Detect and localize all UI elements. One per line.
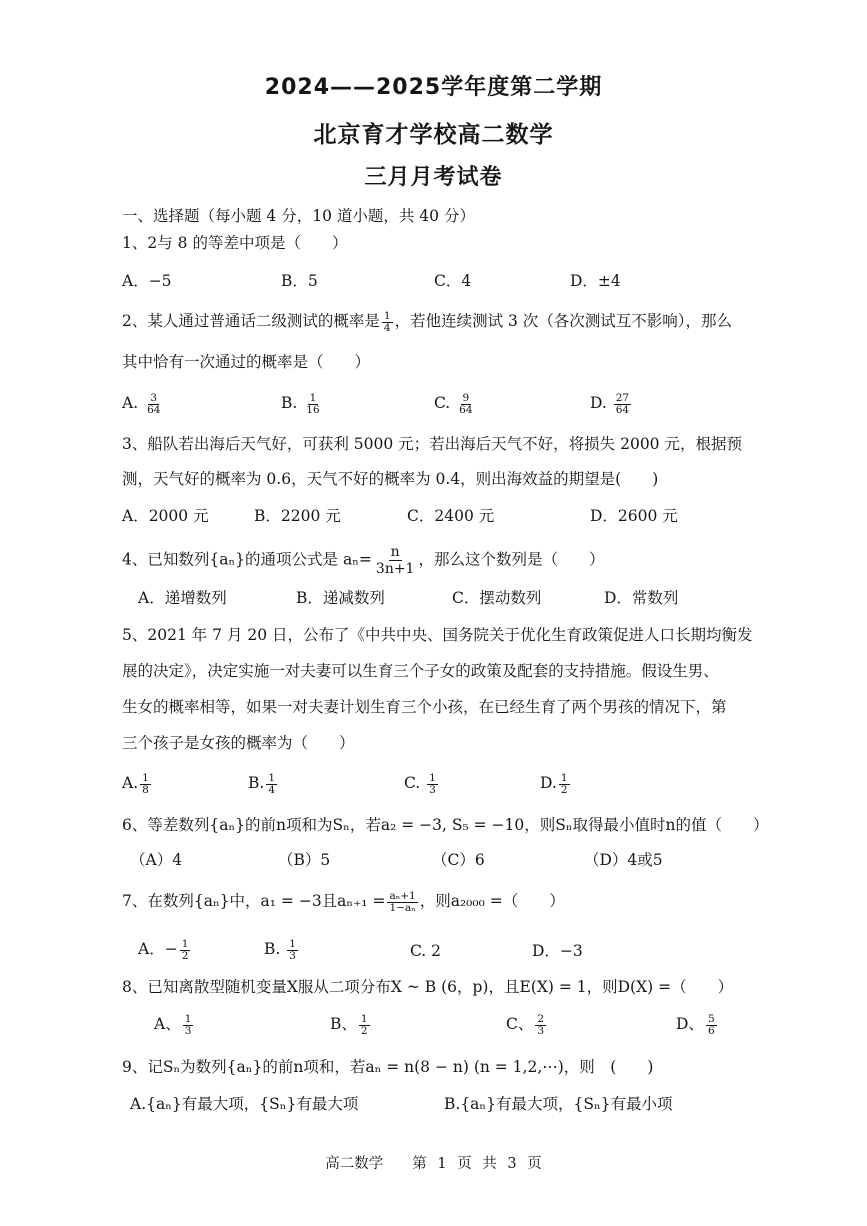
q3-option-d: D．2600 元 bbox=[590, 507, 678, 525]
q8-option-b bbox=[330, 1013, 372, 1037]
q5-stem-line4: 三个孩子是女孩的概率为（ ） bbox=[122, 734, 355, 752]
q4-option-d: D．常数列 bbox=[604, 589, 679, 607]
option-label: C、 bbox=[506, 1015, 534, 1033]
q6-stem: 6、等差数列{aₙ}的前n项和为Sₙ，若a₂ = −3, S₅ = −10，则Sₙ取得最小值时n的值（ ） bbox=[122, 816, 769, 834]
q1-option-a: A．−5 bbox=[122, 272, 172, 290]
fraction-denominator: 4 bbox=[268, 783, 276, 796]
fraction-denominator: 1−aₙ bbox=[389, 901, 416, 914]
option-fraction bbox=[359, 1014, 370, 1037]
fraction-denominator: 3 bbox=[184, 1024, 192, 1037]
option-fraction bbox=[304, 393, 321, 416]
fraction-denominator: 3 bbox=[429, 783, 436, 796]
option-label: C. bbox=[434, 394, 451, 412]
fraction-denominator: 4 bbox=[383, 321, 391, 334]
q7-recurrence-fraction bbox=[387, 891, 417, 914]
q3-stem-line2: 测，天气好的概率为 0.6，天气不好的概率为 0.4，则出海效益的期望是( ) bbox=[122, 470, 659, 488]
fraction-numerator: 1 bbox=[360, 1012, 368, 1025]
option-label: B. bbox=[248, 774, 265, 792]
q7-stem-part-a: 7、在数列{aₙ}中，a₁ = −3且aₙ₊₁ = bbox=[122, 892, 386, 910]
option-fraction bbox=[535, 1014, 546, 1037]
q3-option-c: C．2400 元 bbox=[407, 507, 495, 525]
fraction-numerator: 1 bbox=[560, 771, 568, 784]
q4-stem-part-b: ，那么这个数列是（ ） bbox=[418, 550, 605, 569]
fraction-denominator: 8 bbox=[142, 783, 149, 796]
fraction-numerator: 9 bbox=[462, 391, 470, 404]
q2-option-a bbox=[122, 392, 164, 416]
option-label: A、 bbox=[154, 1015, 181, 1033]
q9-stem: 9、记Sₙ为数列{aₙ}的前n项和，若aₙ = n(8 − n) (n = 1,2,⋯)，则 ( ) bbox=[122, 1058, 654, 1076]
fraction-numerator: n bbox=[390, 544, 400, 560]
q8-option-a bbox=[154, 1013, 195, 1037]
q2-option-d bbox=[590, 392, 633, 416]
fraction-denominator: 3n+1 bbox=[375, 561, 415, 577]
section-heading: 一、选择题（每小题 4 分，10 道小题，共 40 分） bbox=[122, 207, 475, 225]
fraction-numerator: 27 bbox=[615, 391, 630, 404]
option-label: B、 bbox=[330, 1015, 357, 1033]
fraction-denominator: 2 bbox=[560, 783, 568, 796]
fraction-numerator: 1 bbox=[309, 391, 317, 404]
option-fraction bbox=[145, 393, 162, 416]
q3-stem-line1: 3、船队若出海后天气好，可获利 5000 元；若出海后天气不好，将损失 2000 元，根据预 bbox=[122, 435, 742, 453]
option-fraction bbox=[266, 773, 277, 796]
q7-stem-part-b: ，则a₂₀₀₀ =（ ） bbox=[419, 892, 565, 910]
fraction-numerator: 1 bbox=[181, 937, 189, 950]
q3-option-b: B．2200 元 bbox=[254, 507, 341, 525]
q7-option-a bbox=[138, 938, 192, 962]
q5-stem-line1: 5、2021 年 7 月 20 日，公布了《中共中央、国务院关于优化生育政策促进人口长期均衡发 bbox=[122, 626, 753, 644]
fraction-numerator: 1 bbox=[289, 937, 296, 950]
q5-option-b bbox=[248, 772, 279, 796]
q4-option-a: A．递增数列 bbox=[138, 589, 227, 607]
q1-stem: 1、2与 8 的等差中项是（ ） bbox=[122, 234, 348, 252]
fraction-denominator: 64 bbox=[459, 403, 473, 416]
q5-stem-line3: 生女的概率相等，如果一对夫妻计划生育三个小孩，在已经生育了两个男孩的情况下，第 bbox=[122, 698, 727, 716]
option-label: A．− bbox=[138, 940, 178, 958]
q7-stem bbox=[122, 890, 565, 914]
q8-stem: 8、已知离散型随机变量X服从二项分布X ~ B (6，p)，且E(X) = 1，则D(X) =（ ） bbox=[122, 978, 734, 996]
option-fraction bbox=[140, 773, 151, 796]
q4-stem bbox=[122, 544, 604, 577]
q4-stem-part-a: 4、已知数列{aₙ}的通项公式是 aₙ= bbox=[122, 550, 372, 569]
option-label: B. bbox=[264, 940, 281, 958]
option-fraction bbox=[457, 393, 474, 416]
q5-option-c bbox=[404, 772, 440, 796]
option-label: A. bbox=[122, 394, 139, 412]
q5-option-a bbox=[122, 772, 153, 796]
fraction-denominator: 6 bbox=[707, 1024, 715, 1037]
fraction-denominator: 16 bbox=[306, 403, 320, 416]
fraction-numerator: 1 bbox=[184, 1012, 192, 1025]
q7-option-d: D．−3 bbox=[532, 942, 583, 960]
q4-option-c: C．摆动数列 bbox=[452, 589, 542, 607]
fraction-denominator: 3 bbox=[289, 949, 296, 962]
q8-option-d bbox=[676, 1013, 719, 1037]
fraction-numerator: 5 bbox=[707, 1012, 715, 1025]
fraction-denominator: 3 bbox=[537, 1024, 545, 1037]
q6-option-a: （A）4 bbox=[130, 851, 183, 869]
q2-stem-line1 bbox=[122, 310, 732, 334]
q2-option-b bbox=[281, 392, 324, 416]
q3-option-a: A．2000 元 bbox=[122, 507, 209, 525]
q6-option-d: （D）4或5 bbox=[584, 851, 663, 869]
q5-option-d bbox=[540, 772, 572, 796]
q2-probability-fraction bbox=[382, 311, 393, 334]
option-fraction bbox=[614, 393, 631, 416]
q5-stem-line2: 展的决定》，决定实施一对夫妻可以生育三个子女的政策及配套的支持措施。假设生男、 bbox=[122, 662, 719, 680]
option-fraction bbox=[180, 939, 191, 962]
q7-option-c: C. 2 bbox=[410, 942, 442, 960]
option-fraction bbox=[427, 773, 438, 796]
option-fraction bbox=[706, 1014, 717, 1037]
fraction-denominator: 64 bbox=[615, 403, 630, 416]
fraction-denominator: 2 bbox=[181, 949, 189, 962]
option-label: D. bbox=[540, 774, 557, 792]
fraction-numerator: 1 bbox=[429, 771, 436, 784]
option-label: C. bbox=[404, 774, 421, 792]
q9-option-a: A.{aₙ}有最大项，{Sₙ}有最大项 bbox=[130, 1095, 359, 1113]
fraction-denominator: 64 bbox=[147, 403, 161, 416]
option-label: A. bbox=[122, 774, 139, 792]
school-title: 北京育才学校高二数学 bbox=[313, 122, 554, 148]
fraction-numerator: 1 bbox=[268, 771, 276, 784]
q7-option-b bbox=[264, 938, 300, 962]
fraction-numerator: 1 bbox=[142, 771, 149, 784]
option-fraction bbox=[183, 1014, 194, 1037]
fraction-numerator: aₙ+1 bbox=[389, 889, 416, 902]
q6-option-b: （B）5 bbox=[278, 851, 331, 869]
option-label: B. bbox=[281, 394, 298, 412]
fraction-numerator: 1 bbox=[383, 309, 391, 322]
q9-option-b: B.{aₙ}有最大项，{Sₙ}有最小项 bbox=[444, 1095, 673, 1113]
option-fraction bbox=[559, 773, 570, 796]
q1-option-b: B．5 bbox=[281, 272, 318, 290]
q1-option-c: C．4 bbox=[434, 272, 472, 290]
q4-general-term-fraction bbox=[374, 544, 417, 577]
q1-option-d: D．±4 bbox=[570, 272, 621, 290]
q2-stem-part-a: 2、某人通过普通话二级测试的概率是 bbox=[122, 312, 380, 330]
q6-option-c: （C）6 bbox=[432, 851, 485, 869]
page-footer: 高二数学 第 1 页 共 3 页 bbox=[325, 1156, 542, 1172]
fraction-denominator: 2 bbox=[360, 1024, 368, 1037]
q8-option-c bbox=[506, 1013, 548, 1037]
option-label: D、 bbox=[676, 1015, 704, 1033]
q2-option-c bbox=[434, 392, 477, 416]
exam-title: 三月月考试卷 bbox=[364, 165, 503, 190]
q4-option-b: B．递减数列 bbox=[296, 589, 385, 607]
fraction-numerator: 2 bbox=[537, 1012, 545, 1025]
school-year-title: 2024——2025学年度第二学期 bbox=[264, 75, 603, 100]
option-fraction bbox=[287, 939, 298, 962]
fraction-numerator: 3 bbox=[150, 391, 158, 404]
q2-stem-part-b: ，若他连续测试 3 次（各次测试互不影响），那么 bbox=[394, 312, 733, 330]
option-label: D. bbox=[590, 394, 607, 412]
q2-stem-line2: 其中恰有一次通过的概率是（ ） bbox=[122, 353, 371, 371]
